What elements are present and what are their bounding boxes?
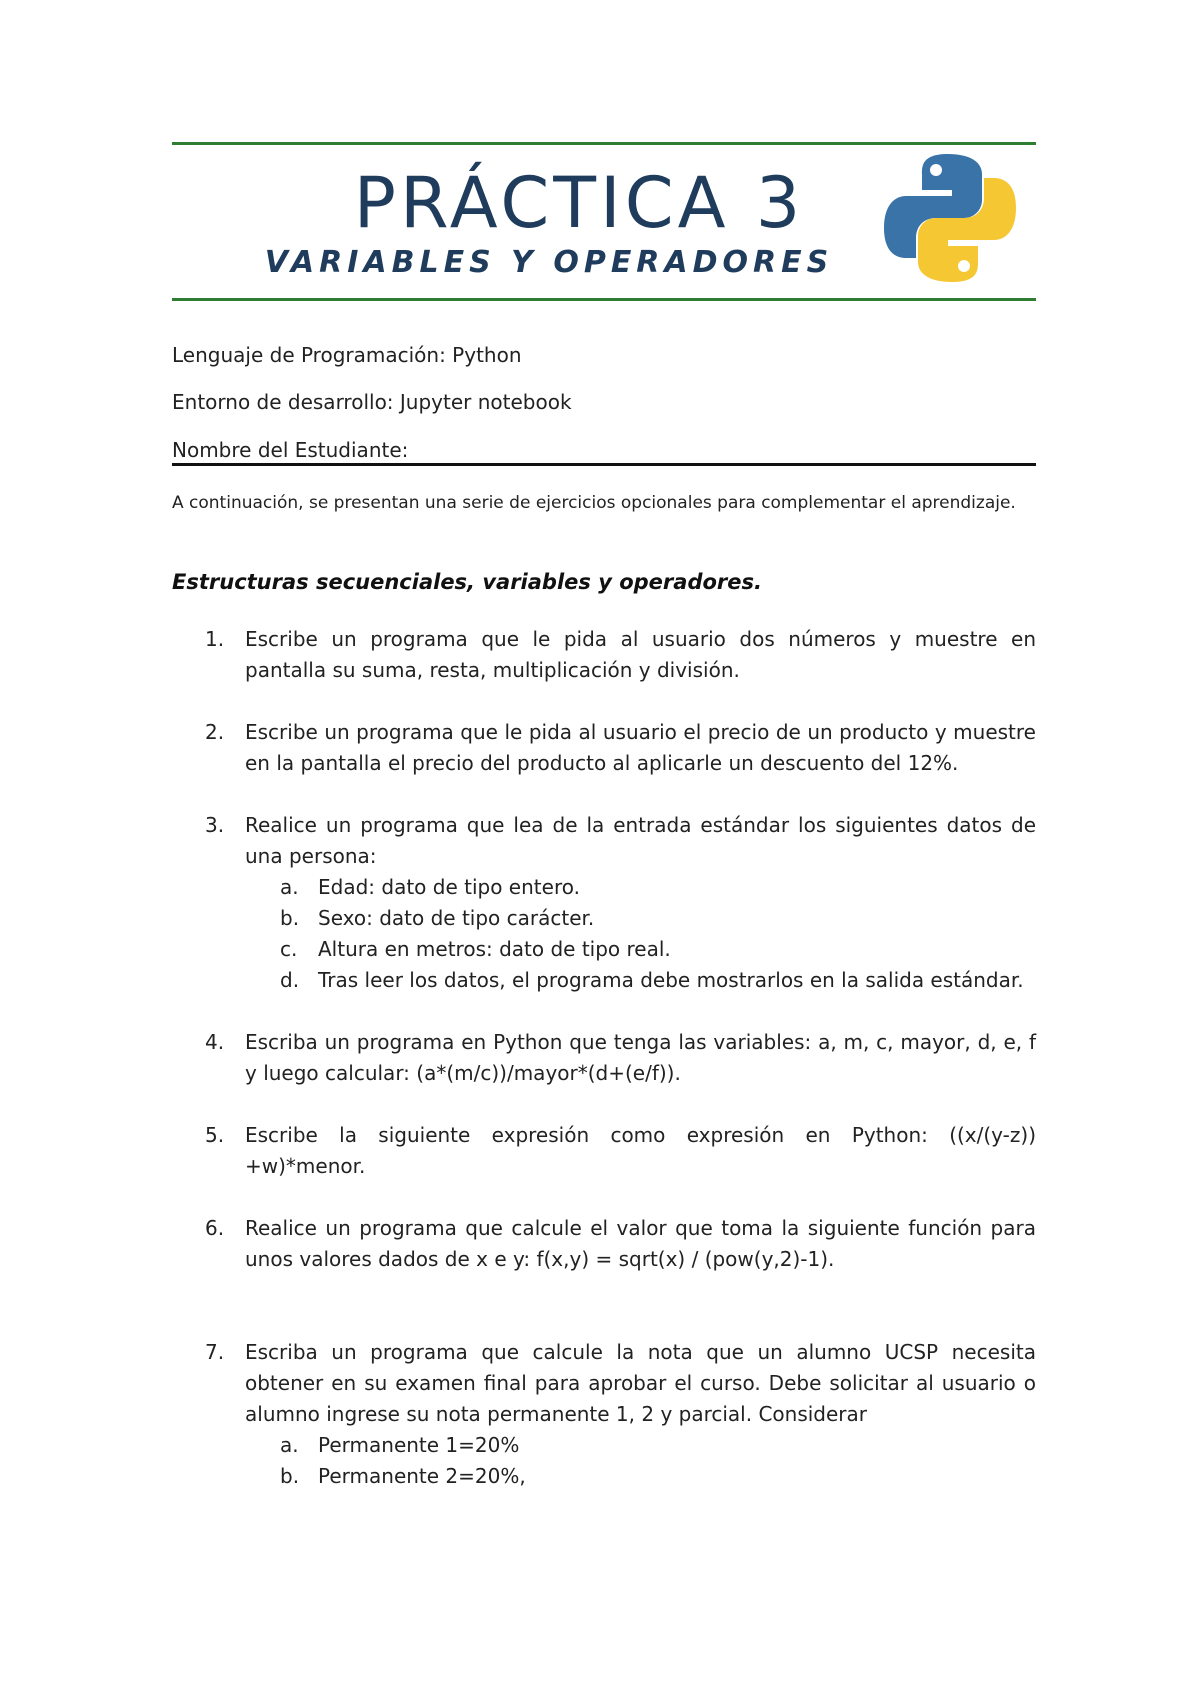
exercise-item: [172, 624, 1036, 686]
sub-item: [172, 903, 1036, 934]
student-name-underline: [172, 463, 1036, 466]
exercise-list: [172, 624, 1036, 1523]
header-bottom-rule: [172, 298, 1036, 301]
exercise-text: Realice un programa que lea de la entrada estándar los siguientes datos de una persona:: [245, 813, 1036, 868]
exercise-number: 1.: [205, 627, 225, 651]
sub-item-text: Altura en metros: dato de tipo real.: [318, 937, 671, 961]
exercise-item: [172, 810, 1036, 996]
sub-list: [172, 1430, 1036, 1492]
sub-item: [172, 1461, 1036, 1492]
section-heading: Estructuras secuenciales, variables y operadores.: [172, 570, 762, 594]
sub-item: [172, 934, 1036, 965]
sub-item-text: Tras leer los datos, el programa debe mostrarlos en la salida estándar.: [318, 968, 1024, 992]
page-title: PRÁCTICA 3: [353, 162, 805, 244]
exercise-number: 4.: [205, 1030, 225, 1054]
sub-item-letter: b.: [280, 906, 300, 930]
sub-item-text: Permanente 2=20%,: [318, 1464, 526, 1488]
student-name-line: Nombre del Estudiante:: [172, 438, 409, 462]
sub-item-text: Sexo: dato de tipo carácter.: [318, 906, 595, 930]
exercise-text: Escribe un programa que le pida al usuario dos números y muestre en pantalla su suma, resta, multiplicación y división.: [245, 627, 1036, 682]
exercise-text: Escriba un programa en Python que tenga las variables: a, m, c, mayor, d, e, f y luego calcular: (a*(m/c))/mayor*(d+(e/f)).: [245, 1030, 1036, 1085]
exercise-number: 3.: [205, 813, 225, 837]
exercise-item: [172, 1213, 1036, 1275]
exercise-number: 6.: [205, 1216, 225, 1240]
sub-item: [172, 1430, 1036, 1461]
sub-item-letter: d.: [280, 968, 300, 992]
sub-item-text: Edad: dato de tipo entero.: [318, 875, 580, 899]
page-subtitle: VARIABLES Y OPERADORES: [264, 245, 834, 280]
sub-item: [172, 965, 1036, 996]
exercise-text: Escribe un programa que le pida al usuario el precio de un producto y muestre en la pantalla el precio del producto al aplicarle un descuento del 12%.: [245, 720, 1036, 775]
exercise-number: 5.: [205, 1123, 225, 1147]
sub-item-letter: c.: [280, 937, 298, 961]
exercise-number: 2.: [205, 720, 225, 744]
python-logo-icon: [882, 150, 1018, 286]
exercise-item: [172, 717, 1036, 779]
sub-item-letter: a.: [280, 1433, 299, 1457]
exercise-item: [172, 1027, 1036, 1089]
exercise-text: Escribe la siguiente expresión como expresión en Python: ((x/(y-z)) +w)*menor.: [245, 1123, 1036, 1178]
exercise-text: Realice un programa que calcule el valor que toma la siguiente función para unos valores dados de x e y: f(x,y) = sqrt(x) / (pow(y,2)-1).: [245, 1216, 1036, 1271]
intro-paragraph: A continuación, se presentan una serie de ejercicios opcionales para complementar el aprendizaje.: [172, 493, 1016, 513]
header-top-rule: [172, 142, 1036, 145]
exercise-item: [172, 1120, 1036, 1182]
exercise-item: [172, 1337, 1036, 1492]
sub-list: [172, 872, 1036, 996]
exercise-number: 7.: [205, 1340, 225, 1364]
sub-item-letter: b.: [280, 1464, 300, 1488]
environment-line: Entorno de desarrollo: Jupyter notebook: [172, 390, 572, 414]
sub-item-text: Permanente 1=20%: [318, 1433, 520, 1457]
exercise-text: Escriba un programa que calcule la nota que un alumno UCSP necesita obtener en su examen final para aprobar el curso. Debe solicitar al usuario o alumno ingrese su nota permanente 1, 2 y parcial. Considerar: [245, 1340, 1036, 1426]
sub-item: [172, 872, 1036, 903]
sub-item-letter: a.: [280, 875, 299, 899]
language-line: Lenguaje de Programación: Python: [172, 343, 522, 367]
